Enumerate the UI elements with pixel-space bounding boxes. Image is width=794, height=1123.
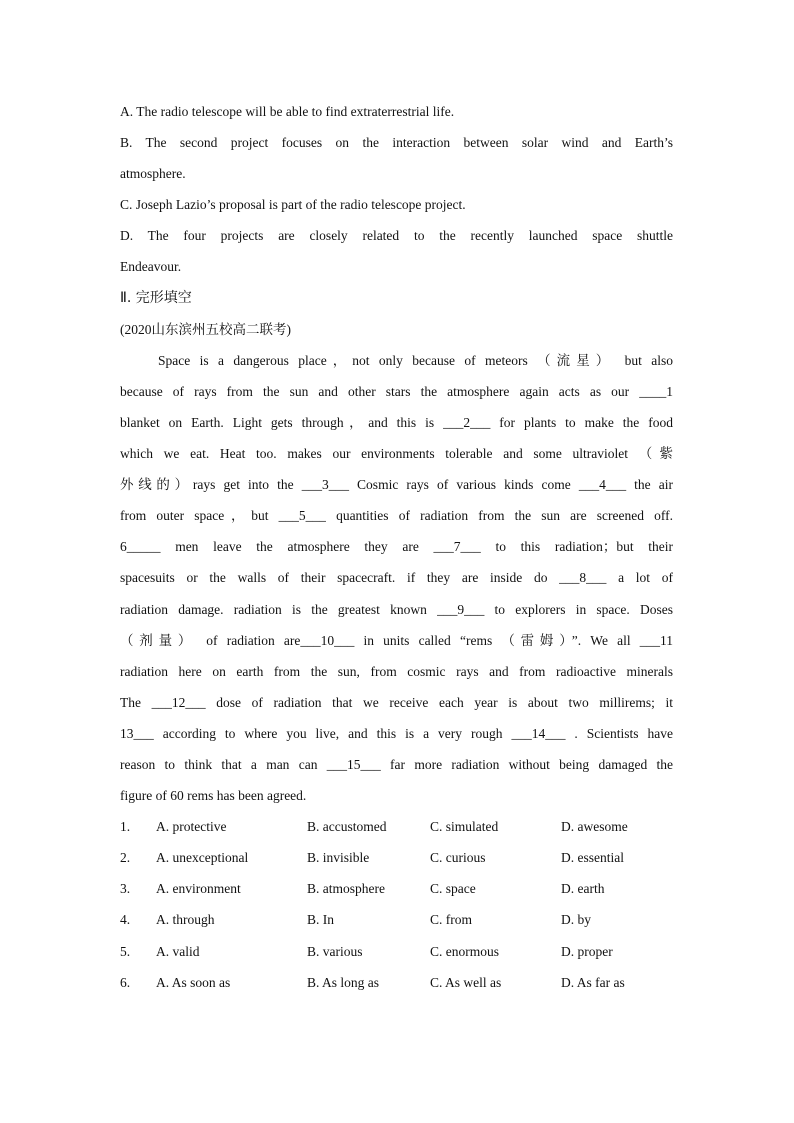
option-number: 3. xyxy=(120,881,131,897)
passage-line: Space is a dangerous place，not only because of meteors （流星） but also xyxy=(158,352,673,368)
passage-line: （剂量） of radiation are___10___ in units called “rems （雷姆）”. We all ___11 xyxy=(120,632,673,648)
passage-line: 6_____ men leave the atmosphere they are ___7___ to this radiation；but their xyxy=(120,539,673,555)
passage-line: blanket on Earth. Light gets through，and this is ___2___ for plants to make the food xyxy=(120,414,673,430)
option-d-line-2: Endeavour. xyxy=(120,259,182,275)
section-heading: Ⅱ. 完形填空 xyxy=(120,289,192,306)
section-source: (2020山东滨州五校高二联考) xyxy=(120,321,291,337)
choice-b: B. invisible xyxy=(307,850,370,866)
choice-b: B. atmosphere xyxy=(307,881,385,897)
option-row xyxy=(120,842,673,873)
passage-line: from outer space，but ___5___ quantities of radiation from the sun are screened off. xyxy=(120,508,673,524)
document-page xyxy=(120,96,673,998)
choice-c: C. enormous xyxy=(430,943,499,959)
choice-b: B. As long as xyxy=(307,974,380,990)
choice-d: D. earth xyxy=(561,881,605,897)
choice-d: D. awesome xyxy=(561,819,628,835)
passage-line: figure of 60 rems has been agreed. xyxy=(120,788,307,804)
choice-b: B. various xyxy=(307,943,363,959)
passage-line: which we eat. Heat too. makes our environments tolerable and some ultraviolet （紫 xyxy=(120,446,673,462)
option-a-line: A. The radio telescope will be able to find extraterrestrial life. xyxy=(120,104,455,119)
option-row xyxy=(120,873,673,904)
choice-c: C. curious xyxy=(430,850,486,866)
option-row xyxy=(120,936,673,967)
choice-a: A. unexceptional xyxy=(156,850,249,866)
choice-a: A. As soon as xyxy=(156,974,231,990)
choice-c: C. As well as xyxy=(430,974,502,990)
option-number: 5. xyxy=(120,943,131,959)
choice-a: A. through xyxy=(156,912,215,928)
option-c-line: C. Joseph Lazio’s proposal is part of the radio telescope project. xyxy=(120,197,466,213)
choice-d: D. As far as xyxy=(561,974,625,990)
choice-d: D. by xyxy=(561,912,591,928)
option-row xyxy=(120,967,673,998)
choice-d: D. essential xyxy=(561,850,624,866)
choice-b: B. accustomed xyxy=(307,819,387,835)
passage-line: spacesuits or the walls of their spacecraft. if they are inside do ___8___ a lot of xyxy=(120,570,673,586)
passage-line: 13___ according to where you live, and this is a very rough ___14___ . Scientists have xyxy=(120,725,673,741)
passage-line: because of rays from the sun and other stars the atmosphere again acts as our ____1 xyxy=(120,383,673,399)
choice-a: A. environment xyxy=(156,881,241,897)
choice-b: B. In xyxy=(307,912,334,928)
passage-line: reason to think that a man can ___15___ far more radiation without being damaged the xyxy=(120,756,673,772)
option-number: 1. xyxy=(120,819,131,835)
option-number: 4. xyxy=(120,912,131,928)
option-number: 2. xyxy=(120,850,131,866)
choice-c: C. space xyxy=(430,881,476,897)
option-b-line-2: atmosphere. xyxy=(120,166,186,182)
option-row xyxy=(120,904,673,935)
choice-a: A. valid xyxy=(156,943,200,959)
option-row xyxy=(120,811,673,842)
choice-d: D. proper xyxy=(561,943,613,959)
option-b-line-1: B. The second project focuses on the interaction between solar wind and Earth’s xyxy=(120,135,673,151)
choice-c: C. from xyxy=(430,912,472,928)
choice-c: C. simulated xyxy=(430,819,499,835)
passage-line: radiation here on earth from the sun, from cosmic rays and from radioactive minerals xyxy=(120,663,673,679)
passage-line: radiation damage. radiation is the greatest known ___9___ to explorers in space. Doses xyxy=(120,601,673,617)
passage-line: The ___12___ dose of radiation that we receive each year is about two millirems; it xyxy=(120,694,673,710)
passage-line: 外线的）rays get into the ___3___ Cosmic rays of various kinds come ___4___ the air xyxy=(120,477,673,493)
choice-a: A. protective xyxy=(156,819,227,835)
option-number: 6. xyxy=(120,974,131,990)
option-d-line-1: D. The four projects are closely related to the recently launched space shuttle xyxy=(120,228,673,244)
